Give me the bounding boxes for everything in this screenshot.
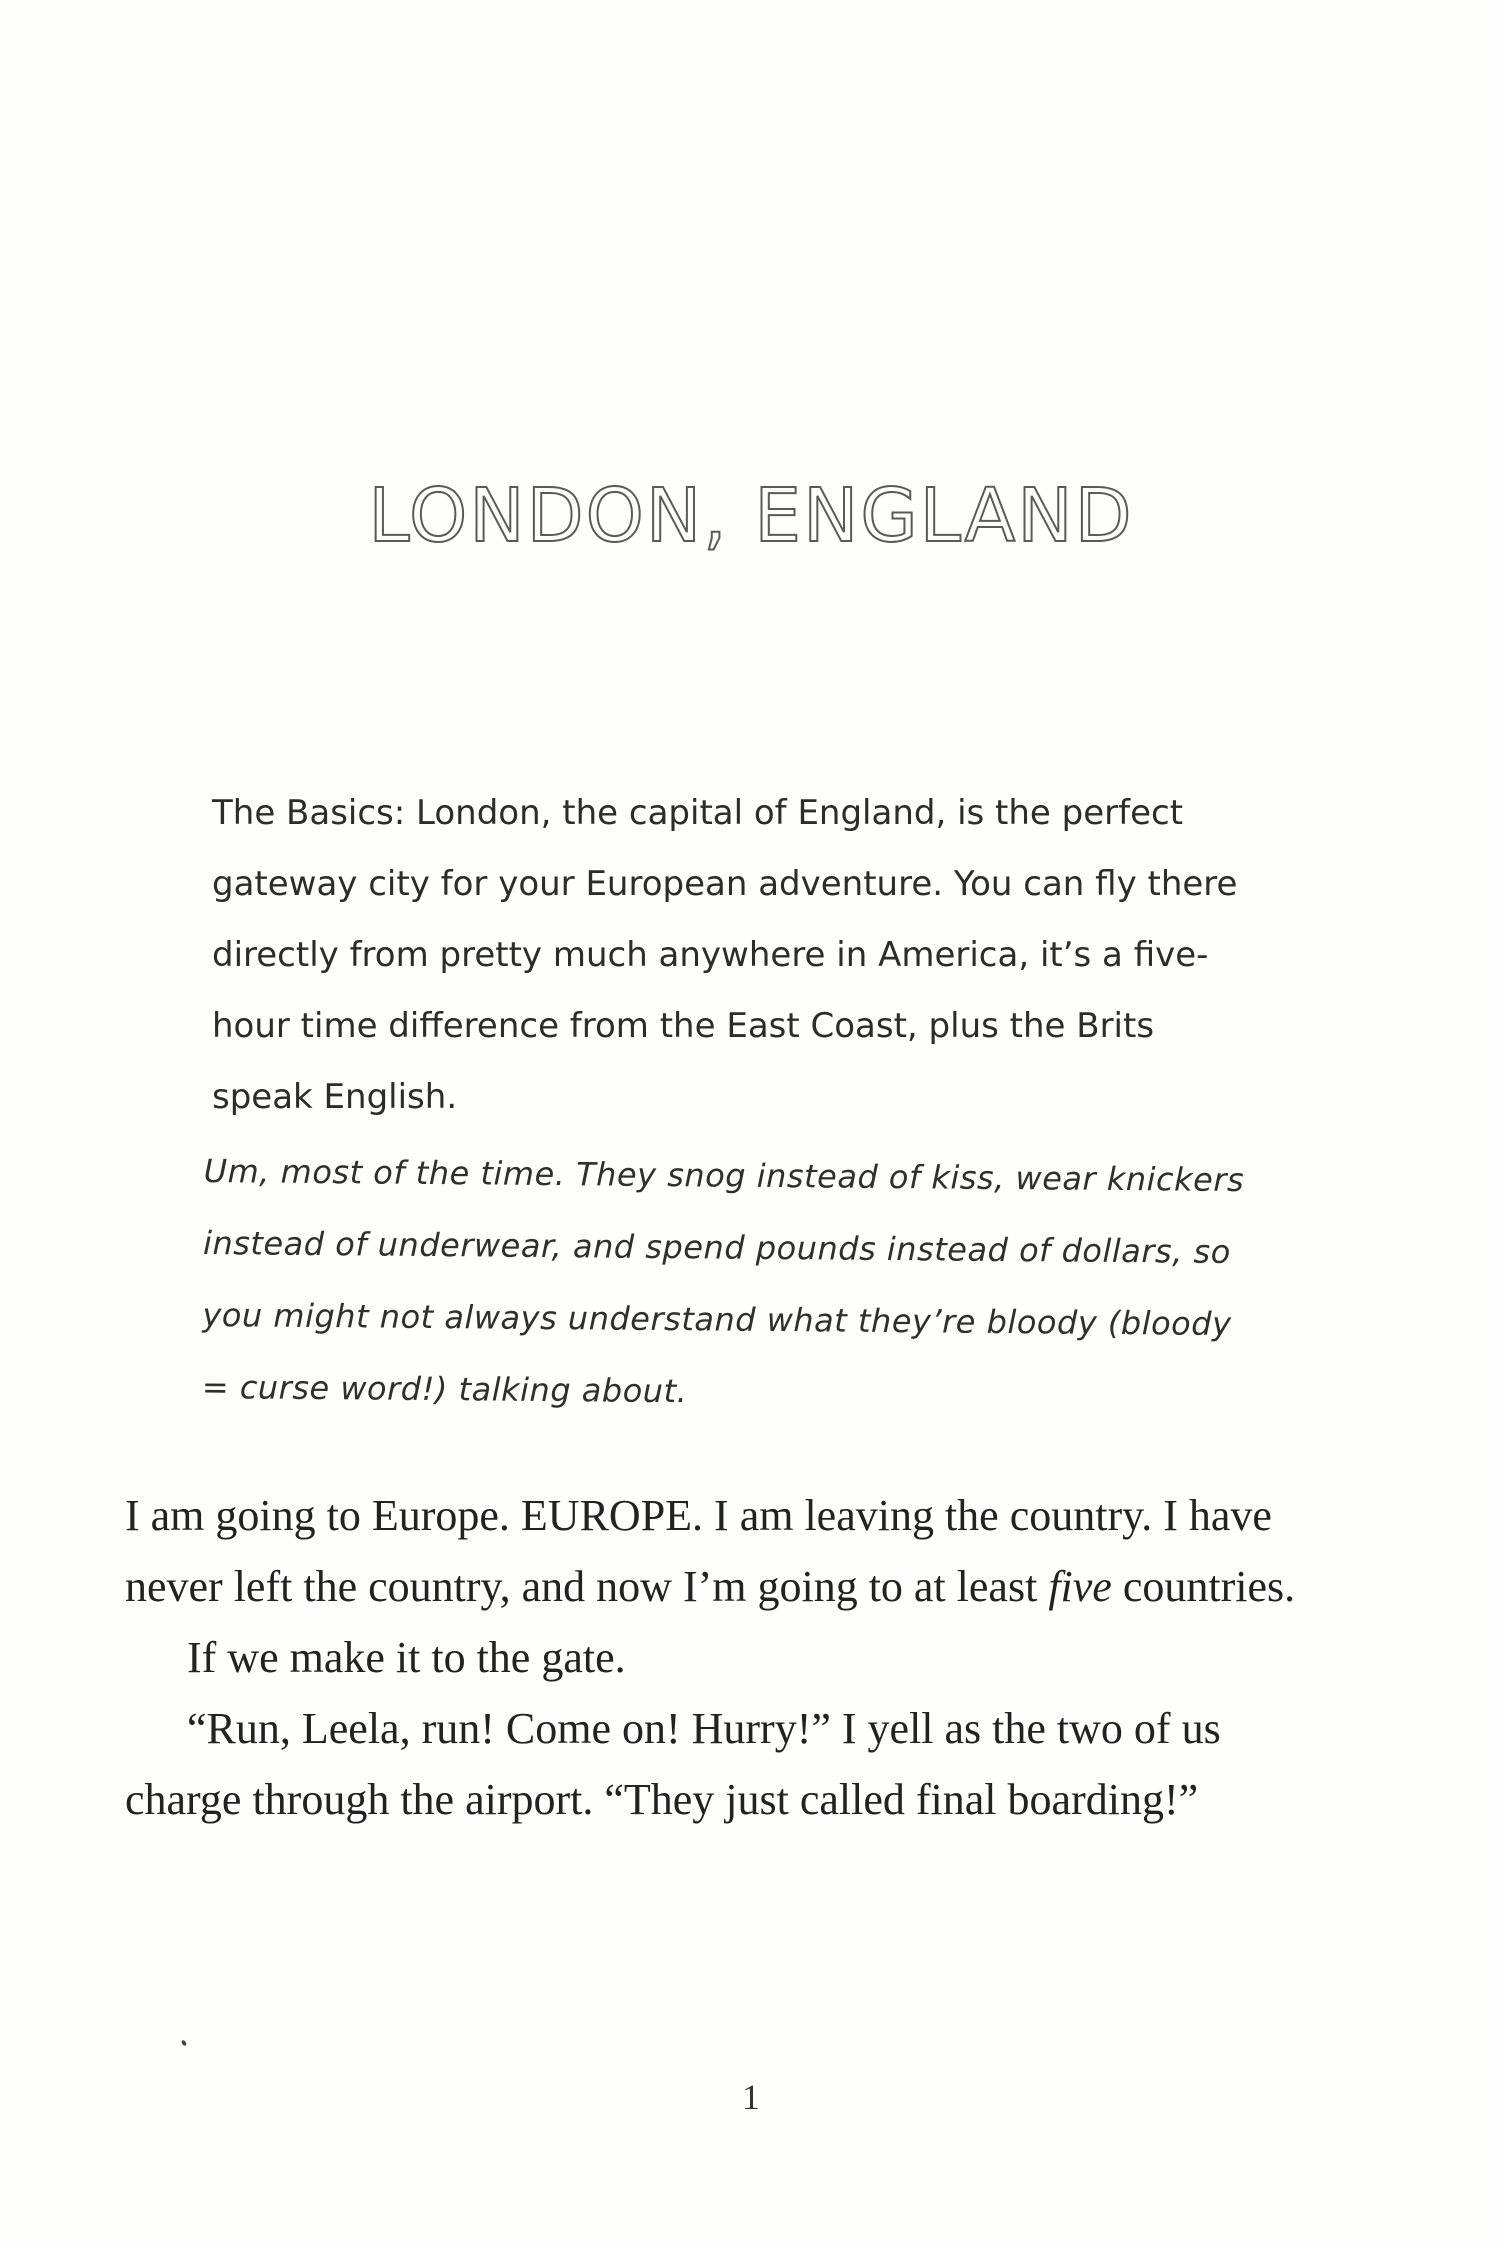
handwritten-note: Um, most of the time. They snog instead of kiss, wear knickers instead of underwear, and spend pounds instead of dollars, so you might not always understand what they’re bloody (bloody = curse word!) talking about. xyxy=(201,1151,1245,1411)
chapter-title: LONDON, ENGLAND xyxy=(368,473,1134,559)
page-number: 1 xyxy=(742,2077,760,2117)
body-paragraph-1-emphasis: five xyxy=(1048,1562,1112,1611)
basics-sidebar-text: The Basics: London, the capital of England, is the perfect gateway city for your European adventure. You can fly there directly from pretty much anywhere in America, it’s a five-hour time difference from the East Coast, plus the Brits speak English. xyxy=(212,793,1238,1117)
ink-speck xyxy=(181,2039,187,2046)
body-paragraph-3: “Run, Leela, run! Come on! Hurry!” I yell as the two of us charge through the airport. “They just called final boarding!” xyxy=(125,1704,1221,1824)
body-paragraph-2: If we make it to the gate. xyxy=(187,1633,626,1682)
body-paragraph-1 xyxy=(125,1480,1330,1622)
body-text xyxy=(125,1480,1330,1835)
body-paragraph-1-end: countries. xyxy=(1111,1562,1296,1611)
body-paragraph-1-start: I am going to Europe. EUROPE. I am leaving the country. I have never left the country, and now I’m going to at least xyxy=(125,1491,1272,1611)
